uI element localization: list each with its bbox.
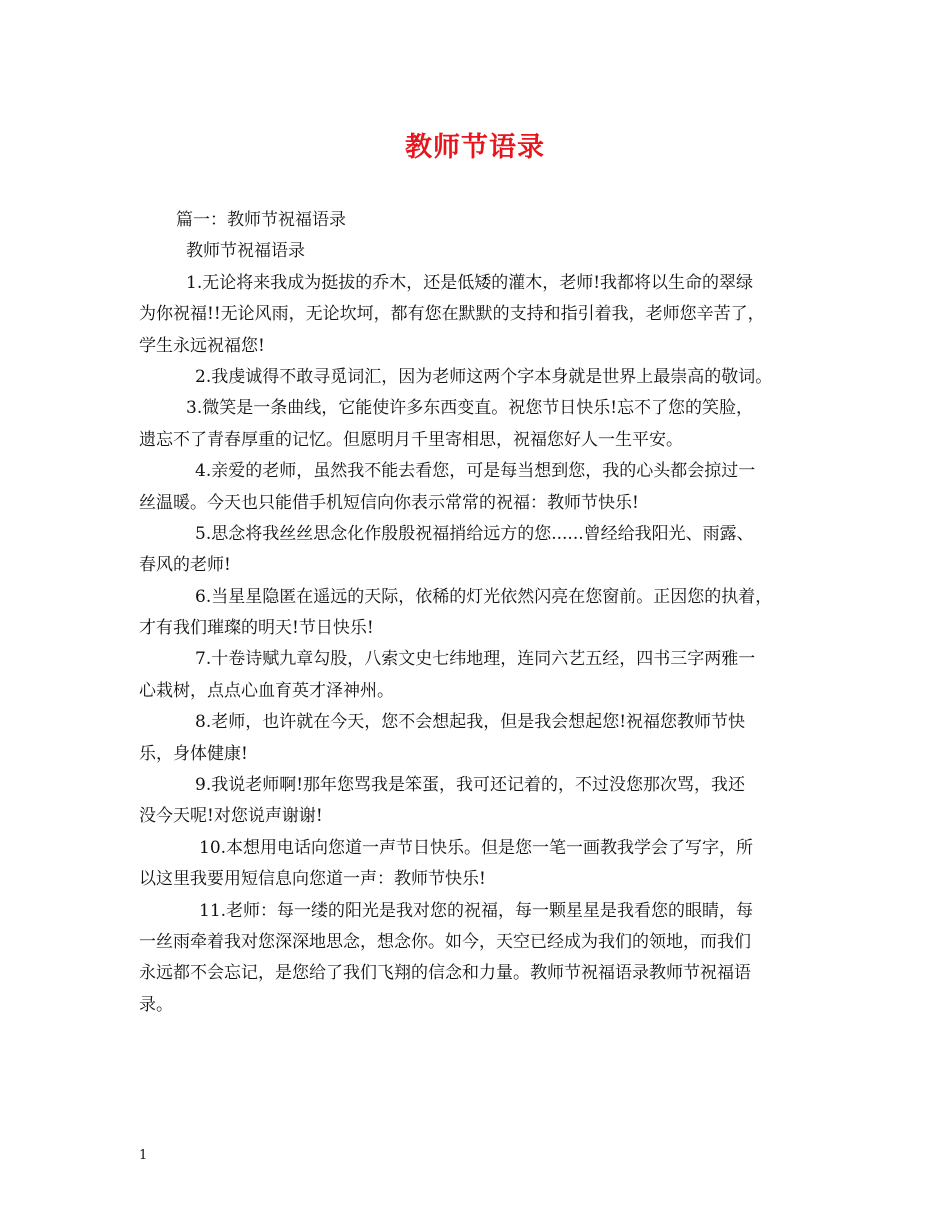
paragraph-line: 永远都不会忘记，是您给了我们飞翔的信念和力量。教师节祝福语录教师节祝福语	[139, 963, 751, 984]
document-body	[139, 205, 819, 1021]
paragraph-line: 4.亲爱的老师，虽然我不能去看您，可是每当想到您，我的心头都会掠过一	[195, 461, 756, 482]
paragraph-line: 2.我虔诚得不敢寻觅词汇，因为老师这两个字本身就是世界上最崇高的敬词。	[195, 366, 773, 387]
subheading: 教师节祝福语录	[186, 241, 305, 262]
paragraph-line: 3.微笑是一条曲线，它能使许多东西变直。祝您节日快乐!忘不了您的笑脸，	[186, 398, 754, 419]
page-number: 1	[139, 1148, 148, 1163]
paragraph-line: 才有我们璀璨的明天!节日快乐!	[139, 618, 374, 639]
paragraph-line: 遗忘不了青春厚重的记忆。但愿明月千里寄相思，祝福您好人一生平安。	[139, 429, 683, 450]
paragraph-line: 学生永远祝福您!	[139, 335, 265, 356]
paragraph-line: 丝温暖。今天也只能借手机短信向你表示常常的祝福：教师节快乐!	[139, 492, 639, 513]
paragraph-line: 为你祝福!!无论风雨，无论坎坷，都有您在默默的支持和指引着我，老师您辛苦了，	[139, 304, 765, 325]
paragraph-line: 春风的老师!	[139, 555, 231, 576]
paragraph-line: 乐，身体健康!	[139, 743, 248, 764]
paragraph-line: 8.老师，也许就在今天，您不会想起我，但是我会想起您!祝福您教师节快	[195, 712, 746, 733]
paragraph-line: 9.我说老师啊!那年您骂我是笨蛋，我可还记着的，不过没您那次骂，我还	[195, 775, 746, 796]
paragraph-line: 10.本想用电话向您道一声节日快乐。但是您一笔一画教我学会了写字，所	[199, 837, 754, 858]
section-heading: 篇一：教师节祝福语录	[176, 210, 346, 230]
paragraph-line: 6.当星星隐匿在遥远的天际，依稀的灯光依然闪亮在您窗前。正因您的执着，	[195, 586, 773, 607]
paragraph-line: 以这里我要用短信息向您道一声：教师节快乐!	[139, 869, 486, 890]
paragraph-line: 心栽树，点点心血育英才泽神州。	[139, 680, 394, 701]
paragraph-line: 5.思念将我丝丝思念化作殷殷祝福捎给远方的您......曾经给我阳光、雨露、	[195, 523, 754, 544]
paragraph-line: 11.老师：每一缕的阳光是我对您的祝福，每一颗星星是我看您的眼睛，每	[199, 900, 754, 921]
paragraph-line: 1.无论将来我成为挺拔的乔木，还是低矮的灌木，老师!我都将以生命的翠绿	[186, 272, 754, 293]
paragraph-line: 7.十卷诗赋九章勾股，八索文史七纬地理，连同六艺五经，四书三字两雅一	[195, 649, 756, 670]
paragraph-line: 录。	[139, 994, 173, 1015]
document-title: 教师节语录	[405, 132, 545, 163]
paragraph-line: 一丝雨牵着我对您深深地思念，想念你。如今，天空已经成为我们的领地，而我们	[139, 931, 751, 952]
paragraph-line: 没今天呢!对您说声谢谢!	[139, 806, 323, 827]
